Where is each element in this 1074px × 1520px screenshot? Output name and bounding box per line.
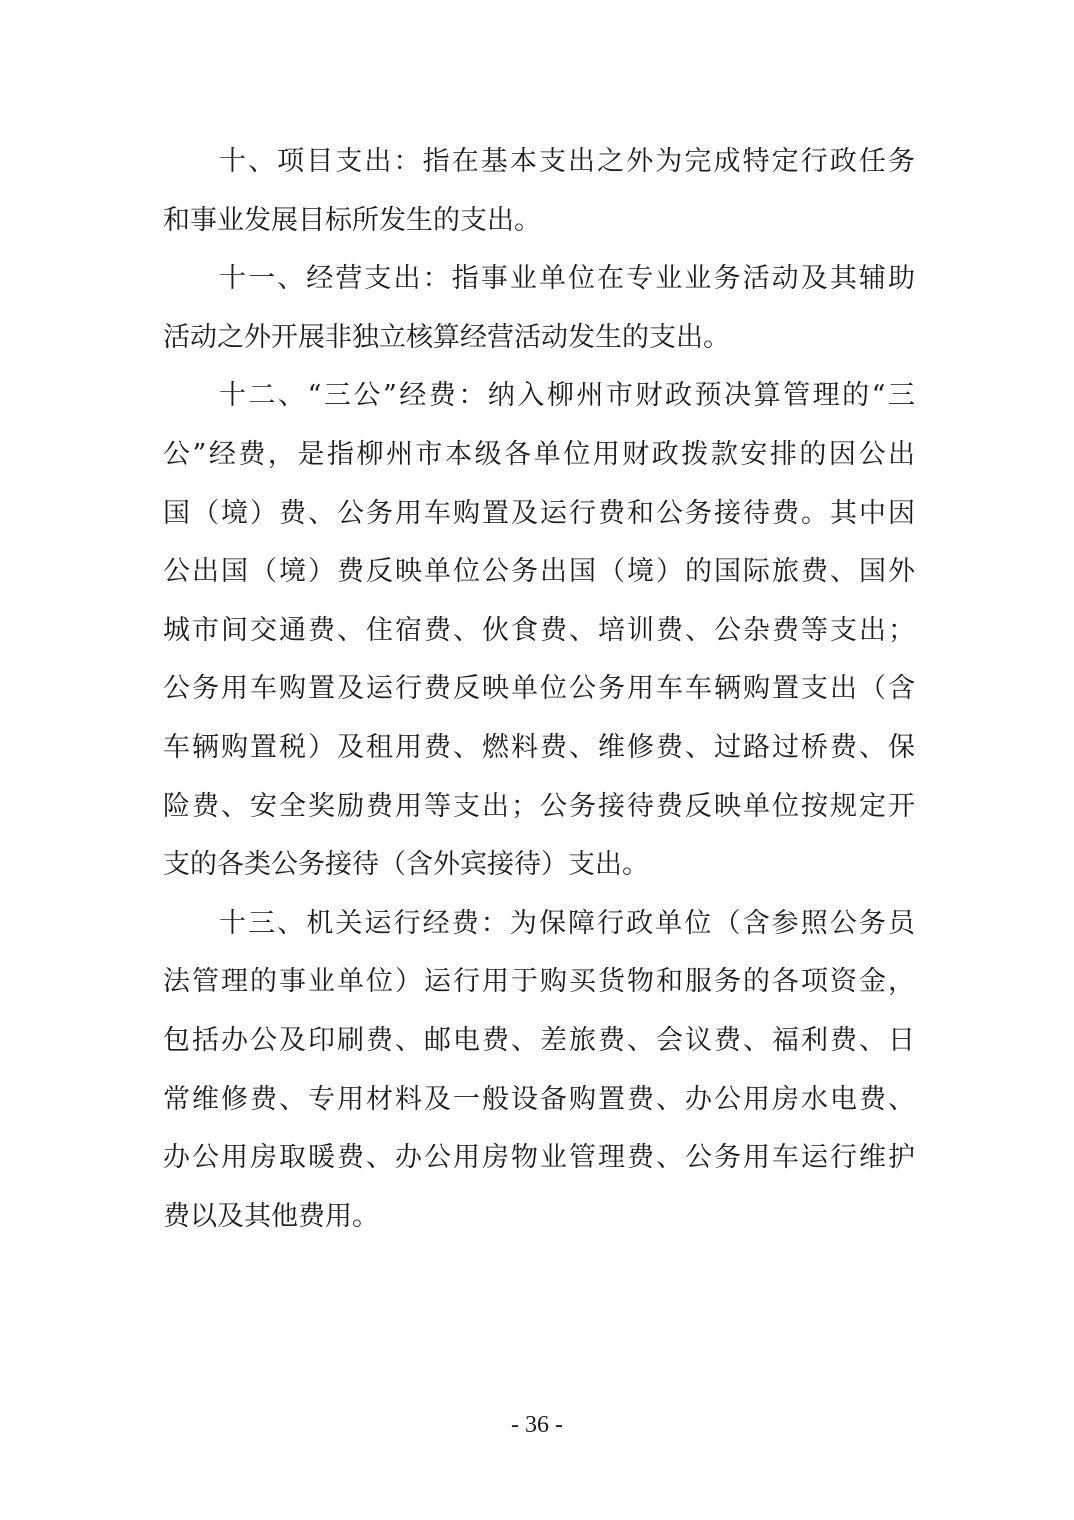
paragraph-line: 十、项目支出：指在基本支出之外为完成特定行政任务 <box>219 146 915 177</box>
paragraph-line: 险费、安全奖励费用等支出；公务接待费反映单位按规定开 <box>163 790 915 822</box>
paragraph-item-13 <box>163 895 915 1247</box>
paragraph-item-10 <box>163 133 915 250</box>
paragraph-line: 公出国（境）费反映单位公务出国（境）的国际旅费、国外 <box>163 556 915 588</box>
paragraph-line: 法管理的事业单位）运行用于购买货物和服务的各项资金， <box>163 966 915 998</box>
document-body <box>163 133 915 1246</box>
paragraph-line: 办公用房取暖费、办公用房物业管理费、公务用车运行维护 <box>163 1142 915 1174</box>
paragraph-item-12 <box>163 367 915 894</box>
paragraph-item-11 <box>163 250 915 367</box>
paragraph-line: 城市间交通费、住宿费、伙食费、培训费、公杂费等支出； <box>163 614 915 646</box>
paragraph-line: 公”经费，是指柳州市本级各单位用财政拨款安排的因公出 <box>163 438 915 470</box>
paragraph-line: 常维修费、专用材料及一般设备购置费、办公用房水电费、 <box>163 1083 915 1115</box>
paragraph-line: 费以及其他费用。 <box>163 1200 379 1232</box>
paragraph-line: 和事业发展目标所发生的支出。 <box>163 204 541 236</box>
paragraph-line: 车辆购置税）及租用费、燃料费、维修费、过路过桥费、保 <box>163 731 915 763</box>
paragraph-line: 活动之外开展非独立核算经营活动发生的支出。 <box>163 321 730 353</box>
paragraph-line: 十二、“三公”经费：纳入柳州市财政预决算管理的“三 <box>219 380 915 412</box>
paragraph-line: 国（境）费、公务用车购置及运行费和公务接待费。其中因 <box>163 497 915 529</box>
paragraph-line: 公务用车购置及运行费反映单位公务用车车辆购置支出（含 <box>163 673 915 705</box>
paragraph-line: 十三、机关运行经费：为保障行政单位（含参照公务员 <box>219 907 915 939</box>
paragraph-line: 十一、经营支出：指事业单位在专业业务活动及其辅助 <box>219 263 915 295</box>
paragraph-line: 包括办公及印刷费、邮电费、差旅费、会议费、福利费、日 <box>163 1024 915 1056</box>
page-number: - 36 - <box>511 1412 563 1438</box>
paragraph-line: 支的各类公务接待（含外宾接待）支出。 <box>163 849 649 881</box>
